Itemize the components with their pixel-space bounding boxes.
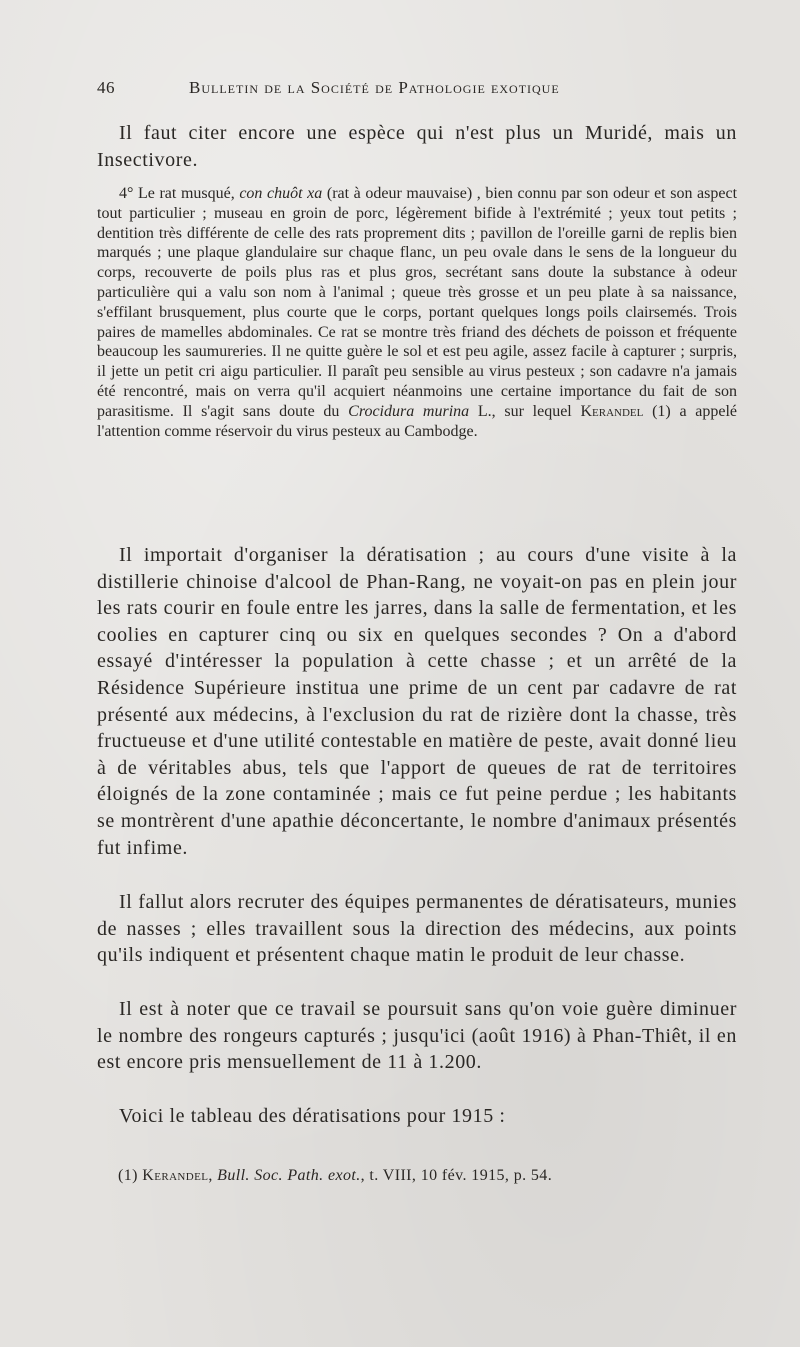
footnote-number: (1)	[118, 1167, 143, 1184]
paragraph-rat-musque	[97, 184, 737, 441]
page-number: 46	[97, 78, 115, 97]
journal-title: Bulletin de la Société de Pathologie exotique	[189, 78, 560, 97]
author-name: Kerandel	[580, 402, 644, 420]
para-lead: 4° Le rat musqué,	[119, 185, 240, 202]
footnote-rest: , t. VIII, 10 fév. 1915, p. 54.	[360, 1167, 553, 1184]
paragraph-intro: Il faut citer encore une espèce qui n'est plus un Muridé, mais un Insectivore.	[97, 122, 737, 171]
paragraph-tableau: Voici le tableau des dératisations pour 1915 :	[119, 1105, 506, 1127]
paragraph-deratisation: Il importait d'organiser la dératisation ; au cours d'une visite à la distillerie chinoise d'alcool de Phan-Rang, ne voyait-on pas en plein jour les rats courir en foule entre les jarres, dans la salle de fermentation, et les coolies en capturer cinq ou six en quelques secondes ? On a d'abord essayé d'intéresser la population à cette chasse ; et un arrêté de la Résidence Supérieure institua une prime de un cent par cadavre de rat présenté aux médecins, à l'exclusion du rat de rizière dont la chasse, très fructueuse et d'une utilité contestable en matière de peste, avait donné lieu à de véritables abus, tels que l'apport de queues de rat de territoires éloignés de la zone contaminée ; mais ce fut peine perdue ; les habitants se montrèrent d'une apathie déconcertante, le nombre d'animaux présentés fut infime.	[97, 544, 737, 859]
footnote-author: Kerandel	[142, 1167, 209, 1184]
species-name: Crocidura murina	[348, 402, 470, 420]
para-body-3: (1) a appelé l'attention comme réservoir du virus pesteux au Cambodge.	[97, 402, 738, 440]
paragraph-equipes: Il fallut alors recruter des équipes permanentes de dératisateurs, munies de nasses ; elles travaillent sous la direction des médecins, aux points qu'ils indiquent et présentent chaque matin le produit de leur chasse.	[97, 891, 737, 967]
para-body-1: (rat à odeur mauvaise) , bien connu par son odeur et son aspect tout particulier ; museau en groin de porc, légèrement bifide à l'extrémité ; yeux tout petits ; dentition très différente de celle des rats proprement dits ; pavillon de l'oreille garni de replis bien marqués ; une plaque glandulaire sur chaque flanc, un peu ovale dans le sens de la longueur du corps, recouverte de poils plus ras et plus gros, secrétant sans doute la substance à odeur particulière qui a valu son nom à l'animal ; queue très grosse et un peu plate à sa naissance, s'effilant brusquement, plus courte que le corps, portant quelques longs poils clairsemés. Trois paires de mamelles abdominales. Ce rat se montre très friand des déchets de poisson et fréquente beaucoup les saumureries. Il ne quitte guère le sol et est peu agile, assez facile à capturer ; surpris, il jette un petit cri aigu particulier. Il paraît peu sensible au virus pesteux ; son cadavre n'a jamais été rencontré, mais on verra qu'il acquiert néanmoins une certaine importance du fait de son parasitisme. Il s'agit sans doute du	[97, 185, 738, 420]
footnote-sep: ,	[208, 1167, 218, 1184]
para-body-2: L., sur lequel	[469, 402, 581, 420]
vernacular-name: con chuôt xa	[239, 185, 323, 202]
footnote	[118, 1167, 552, 1185]
paragraph-rongeurs: Il est à noter que ce travail se poursuit sans qu'on voie guère diminuer le nombre des rongeurs capturés ; jusqu'ici (août 1916) à Phan-Thiêt, il en est encore pris mensuellement de 11 à 1.200.	[97, 998, 737, 1074]
footnote-journal: Bull. Soc. Path. exot.	[217, 1167, 361, 1184]
